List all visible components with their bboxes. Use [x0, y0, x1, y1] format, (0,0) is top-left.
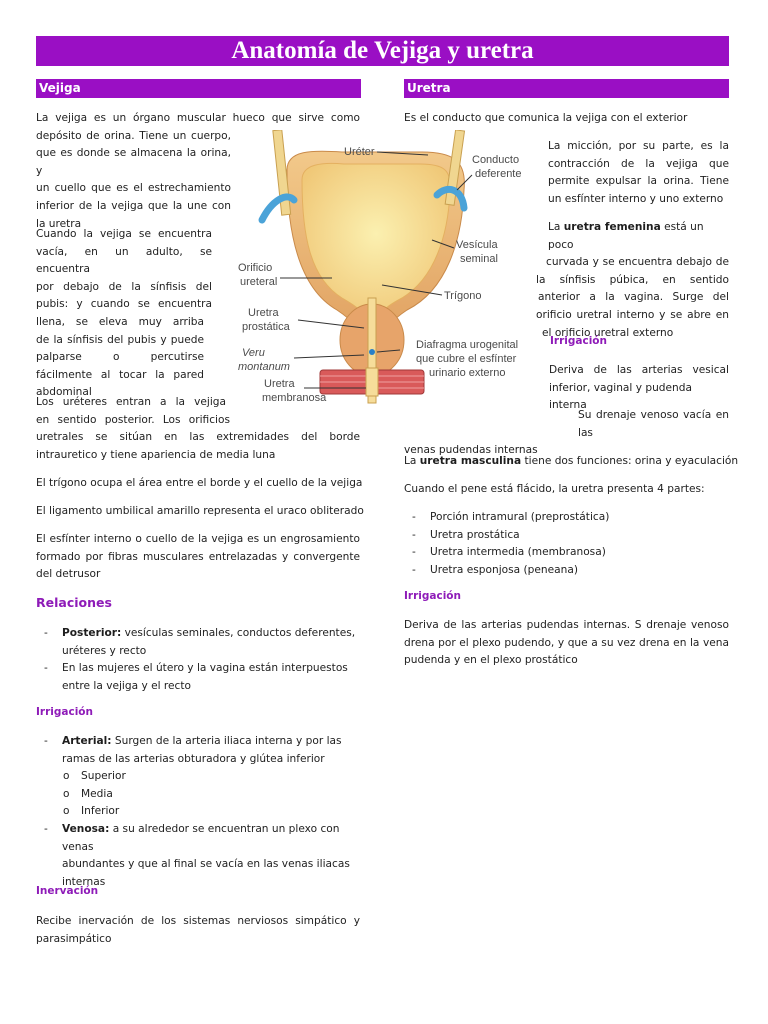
figure-label-veru: Veru	[242, 347, 265, 359]
figure-label-diafragma-3: urinario externo	[429, 367, 506, 379]
page-title: Anatomía de Vejiga y uretra	[36, 36, 729, 66]
figure-label-uretra-membranosa-2: membranosa	[262, 392, 327, 404]
section-header-uretra: Uretra	[404, 79, 729, 98]
inervacion-heading: Inervación	[36, 885, 99, 897]
list-item: - Uretra esponjosa (peneana)	[404, 562, 729, 580]
list-item: - En las mujeres el útero y la vagina están interpuestos entre la vejiga y el recto	[36, 660, 360, 695]
list-item: - Posterior: vesículas seminales, conductos deferentes, uréteres y recto	[36, 625, 360, 660]
figure-label-ureter: Uréter	[344, 146, 375, 158]
irrigacion-masculina-paragraph: Deriva de las arterias pudendas internas. S drenaje venoso drena por el plexo pudendo, y que a su vez drena en la vena pudenda y en el plexo prostático	[404, 619, 729, 667]
list-item: - Arterial: Surgen de la arteria iliaca interna y por las ramas de las arterias obturadora y glútea inferior	[36, 733, 360, 768]
inervacion-paragraph: Recibe inervación de los sistemas nerviosos simpático y parasimpático	[36, 915, 360, 945]
ureteres-paragraph: Los uréteres entran a la vejiga en sentido posterior. Los orificios uretrales se sitúan en las extremidades del borde intrauretico y tiene apariencia de media luna	[36, 396, 360, 461]
irrigacion-masculina-heading: Irrigación	[404, 590, 461, 602]
uretra-femenina-paragraph: La uretra femenina está un poco curvada y se encuentra debajo de la sínfisis púbica, en sentido anterior a la vagina. Surge del orificio uretral interno y se abre en el orificio uretral externo	[536, 221, 729, 339]
figure-label-conducto: Conducto	[472, 154, 520, 166]
figure-label-deferente: deferente	[475, 168, 522, 180]
relaciones-list	[36, 625, 360, 695]
relaciones-heading: Relaciones	[36, 595, 112, 610]
vejiga-intro-paragraph: La vejiga es un órgano muscular hueco que sirve como depósito de orina. Tiene un cuerpo, que es donde se almacena la orina, y un cuello que es el estrechamiento inferior de la vejiga que la une con la uretra	[36, 112, 360, 230]
irrigacion-sublist	[36, 768, 126, 821]
figure-label-montanum: montanum	[238, 361, 290, 373]
venosa-list	[36, 821, 360, 891]
section-header-vejiga: Vejiga	[36, 79, 361, 98]
figure-label-uretra-prostatica-2: prostática	[242, 321, 290, 333]
list-item: - Porción intramural (preprostática)	[404, 509, 729, 527]
drenaje-paragraph: Su drenaje venoso vacía en las venas pudendas internas	[404, 409, 729, 457]
irrigacion-heading: Irrigación	[36, 706, 93, 718]
irrigacion-femenina-paragraph: Deriva de las arterias vesical inferior, vaginal y pudenda interna	[549, 364, 729, 412]
list-item: - Venosa: a su alrededor se encuentran un plexo con venas abundantes y que al final se vacía en las venas iliacas internas	[36, 821, 360, 891]
figure-label-seminal: seminal	[460, 253, 498, 265]
figure-label-diafragma-1: Diafragma urogenital	[416, 339, 519, 351]
figure-label-orificio: Orificio	[238, 262, 273, 274]
list-item: o Media	[36, 786, 126, 804]
uretra-masculina-paragraph: La uretra masculina tiene dos funciones: orina y eyaculación	[404, 455, 739, 467]
list-item: o Inferior	[36, 803, 126, 821]
esfinter-paragraph: El esfínter interno o cuello de la vejiga es un engrosamiento formado por fibras musculares entrelazadas y convergente del detrusor	[36, 533, 360, 581]
uretra-intro-paragraph: Es el conducto que comunica la vejiga con el exterior	[404, 112, 688, 124]
vejiga-position-paragraph: Cuando la vejiga se encuentra vacía, en un adulto, se encuentra por debajo de la sínfisis del pubis: y cuando se encuentra llena, se eleva muy arriba de la sínfisis del pubis y puede palparse o percutirse fácilmente al tocar la pared abdominal	[36, 228, 212, 399]
figure-label-ureteral: ureteral	[240, 276, 278, 288]
figure-label-uretra-membranosa-1: Uretra	[264, 378, 295, 390]
trigono-paragraph: El trígono ocupa el área entre el borde y el cuello de la vejiga	[36, 477, 363, 489]
figure-label-vesicula: Vesícula	[456, 239, 498, 251]
bladder-anatomy-figure	[232, 130, 522, 415]
ligamento-paragraph: El ligamento umbilical amarillo representa el uraco obliterado	[36, 505, 364, 517]
list-item: - Uretra intermedia (membranosa)	[404, 544, 729, 562]
miccion-paragraph: La micción, por su parte, es la contracción de la vejiga que permite expulsar la orina. Tiene un esfínter interno y uno externo	[548, 140, 729, 205]
list-item: o Superior	[36, 768, 126, 786]
partes-list	[404, 509, 729, 579]
figure-label-diafragma-2: que cubre el esfínter	[416, 353, 517, 365]
irrigacion-femenina-heading: Irrigación	[550, 335, 607, 347]
figure-label-uretra-prostatica-1: Uretra	[248, 307, 279, 319]
list-item: - Uretra prostática	[404, 527, 729, 545]
figure-label-trigono: Trígono	[444, 290, 482, 302]
partes-intro: Cuando el pene está flácido, la uretra presenta 4 partes:	[404, 483, 705, 495]
irrigacion-list	[36, 733, 360, 768]
